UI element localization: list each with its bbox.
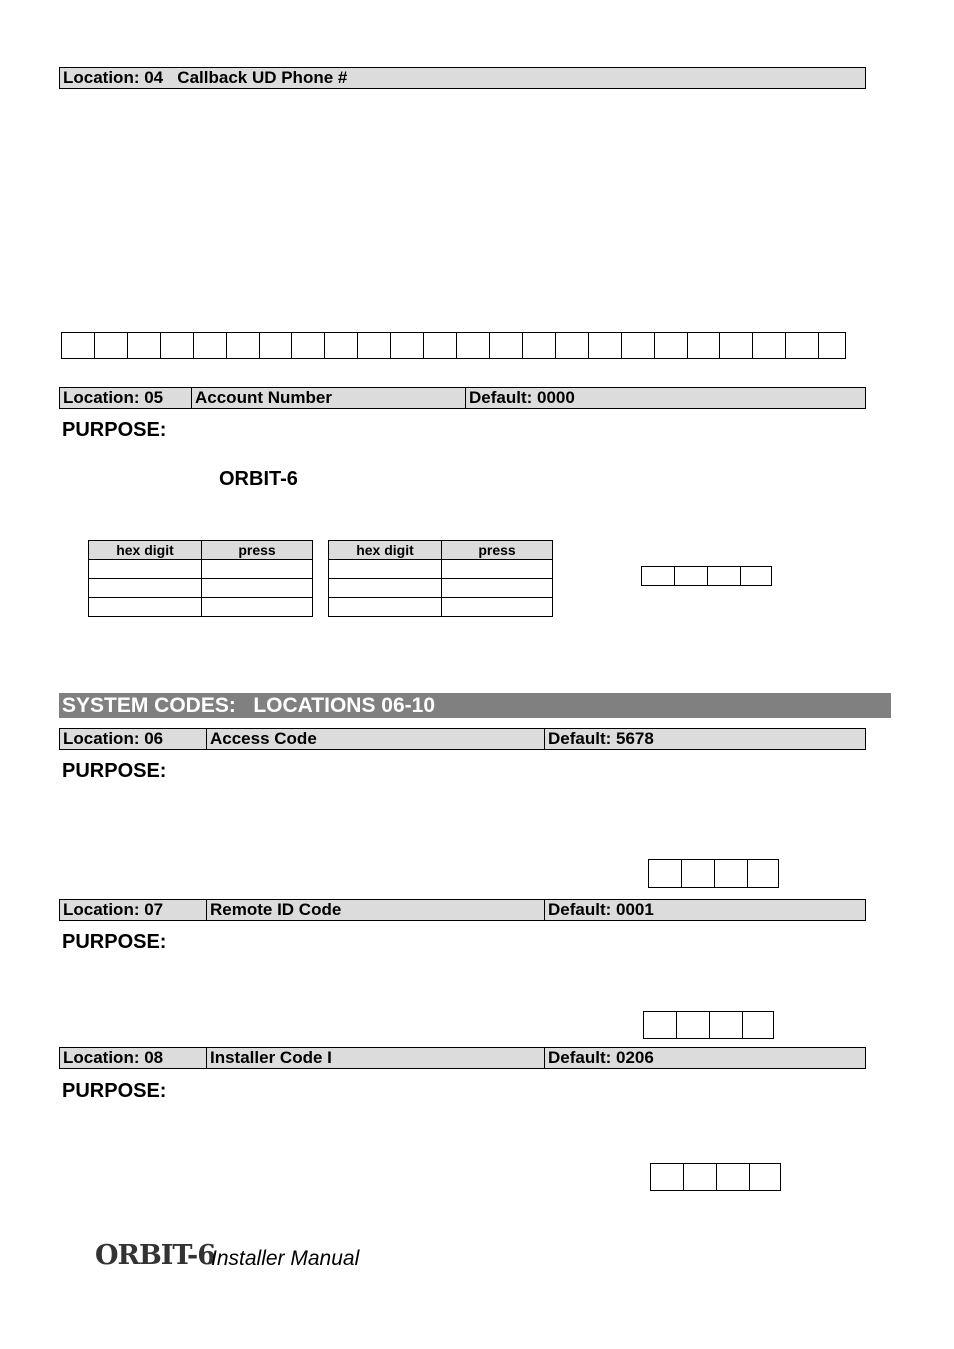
location-07-number: Location: 07 — [63, 900, 164, 919]
hex-digit-header: hex digit — [89, 541, 202, 560]
press-header: press — [442, 541, 553, 560]
location-08-header — [59, 1047, 866, 1069]
table-cell — [442, 560, 553, 579]
location-05-default: Default: 0000 — [465, 388, 865, 408]
location-07-header — [59, 899, 866, 921]
orbit-label: ORBIT-6 — [219, 468, 298, 490]
press-header: press — [202, 541, 313, 560]
location-08-default: Default: 0206 — [544, 1048, 865, 1068]
location-06-title: Access Code — [206, 729, 544, 749]
digit-box[interactable] — [675, 567, 708, 585]
digit-box[interactable] — [325, 333, 358, 358]
digit-box[interactable] — [677, 1012, 710, 1038]
digit-box[interactable] — [424, 333, 457, 358]
digit-box[interactable] — [490, 333, 523, 358]
section-header: SYSTEM CODES: LOCATIONS 06-10 — [59, 693, 891, 718]
digit-box[interactable] — [717, 1164, 750, 1190]
digit-box[interactable] — [750, 1164, 780, 1190]
table-cell — [202, 579, 313, 598]
digit-box[interactable] — [589, 333, 622, 358]
location-06-purpose: PURPOSE: — [62, 760, 167, 782]
digit-box[interactable] — [556, 333, 589, 358]
table-cell — [89, 560, 202, 579]
remote-id-boxes — [643, 1011, 774, 1039]
table-cell — [329, 560, 442, 579]
location-08-title: Installer Code I — [206, 1048, 544, 1068]
digit-box[interactable] — [720, 333, 753, 358]
digit-box[interactable] — [819, 333, 845, 358]
table-cell — [442, 598, 553, 617]
digit-box[interactable] — [684, 1164, 717, 1190]
phone-digit-boxes — [61, 332, 846, 359]
digit-box[interactable] — [651, 1164, 684, 1190]
footer-text: Installer Manual — [211, 1247, 360, 1270]
digit-box[interactable] — [688, 333, 721, 358]
digit-box[interactable] — [741, 567, 771, 585]
table-cell — [202, 560, 313, 579]
location-05-title: Account Number — [191, 388, 465, 408]
access-code-boxes — [648, 859, 779, 888]
digit-box[interactable] — [753, 333, 786, 358]
digit-box[interactable] — [227, 333, 260, 358]
digit-box[interactable] — [655, 333, 688, 358]
location-06-header — [59, 728, 866, 750]
digit-box[interactable] — [457, 333, 490, 358]
digit-box[interactable] — [391, 333, 424, 358]
digit-box[interactable] — [260, 333, 293, 358]
digit-box[interactable] — [715, 860, 748, 887]
location-08-purpose: PURPOSE: — [62, 1080, 167, 1102]
digit-box[interactable] — [786, 333, 819, 358]
digit-box[interactable] — [682, 860, 715, 887]
table-cell — [329, 598, 442, 617]
digit-box[interactable] — [358, 333, 391, 358]
digit-box[interactable] — [95, 333, 128, 358]
table-cell — [89, 579, 202, 598]
hex-digit-header: hex digit — [329, 541, 442, 560]
digit-box[interactable] — [194, 333, 227, 358]
location-05-purpose: PURPOSE: — [62, 419, 167, 441]
digit-box[interactable] — [644, 1012, 677, 1038]
digit-box[interactable] — [710, 1012, 743, 1038]
location-07-purpose: PURPOSE: — [62, 931, 167, 953]
hex-digit-table-right — [328, 540, 553, 617]
digit-box[interactable] — [292, 333, 325, 358]
location-07-title: Remote ID Code — [206, 900, 544, 920]
table-cell — [202, 598, 313, 617]
location-04-header — [59, 67, 866, 89]
digit-box[interactable] — [523, 333, 556, 358]
table-cell — [329, 579, 442, 598]
location-04-number: Location: 04 — [63, 68, 164, 87]
orbit-logo: ORBIT-6 — [95, 1240, 216, 1271]
location-05-number: Location: 05 — [63, 388, 164, 407]
location-06-default: Default: 5678 — [544, 729, 865, 749]
digit-box[interactable] — [649, 860, 682, 887]
account-digit-boxes — [641, 566, 772, 586]
table-cell — [89, 598, 202, 617]
digit-box[interactable] — [748, 860, 778, 887]
table-cell — [442, 579, 553, 598]
digit-box[interactable] — [642, 567, 675, 585]
location-06-number: Location: 06 — [63, 729, 164, 748]
digit-box[interactable] — [161, 333, 194, 358]
digit-box[interactable] — [708, 567, 741, 585]
location-04-title: Callback UD Phone # — [177, 68, 348, 87]
digit-box[interactable] — [62, 333, 95, 358]
installer-code-boxes — [650, 1163, 781, 1191]
hex-digit-table-left — [88, 540, 313, 617]
digit-box[interactable] — [622, 333, 655, 358]
location-07-default: Default: 0001 — [544, 900, 865, 920]
digit-box[interactable] — [743, 1012, 773, 1038]
location-05-header — [59, 387, 866, 409]
digit-box[interactable] — [128, 333, 161, 358]
location-08-number: Location: 08 — [63, 1048, 164, 1067]
